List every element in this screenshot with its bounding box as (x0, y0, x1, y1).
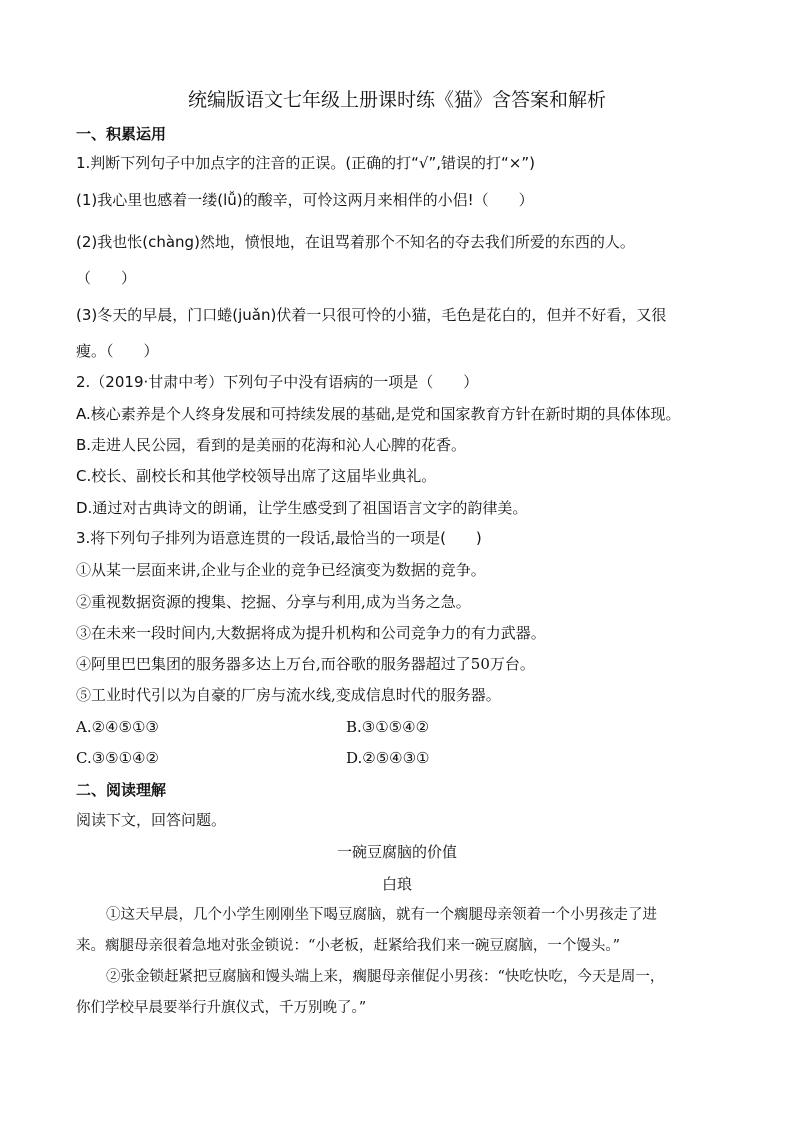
question-3-sentence-1: ①从某一层面来讲,企业与企业的竞争已经演变为数据的竞争。 (76, 561, 486, 579)
section-heading-reading: 二、阅读理解 (76, 781, 167, 799)
question-2-option-b: B.走进人民公园，看到的是美丽的花海和沁人心脾的花香。 (76, 436, 467, 454)
question-3-option-d: D.②⑤④③① (346, 749, 430, 767)
question-3-sentence-5: ⑤工业时代引以为自豪的厂房与流水线,变成信息时代的服务器。 (76, 686, 501, 704)
question-2-option-d: D.通过对古典诗文的朗诵，让学生感受到了祖国语言文字的韵律美。 (76, 499, 528, 517)
article-paragraph-1: ①这天早晨，几个小学生刚刚坐下喝豆腐脑，就有一个瘸腿母亲领着一个小男孩走了进 (106, 907, 657, 923)
question-3-sentence-4: ④阿里巴巴集团的服务器多达上万台,而谷歌的服务器超过了50万台。 (76, 655, 535, 673)
question-3-sentence-2: ②重视数据资源的搜集、挖掘、分享与利用,成为当务之急。 (76, 593, 471, 611)
question-1-item-1: (1)我心里也感着一缕(lǚ)的酸辛，可怜这两月来相伴的小侣!（ ） (76, 191, 534, 209)
question-3-option-c: C.③⑤①④② (76, 749, 159, 767)
question-3-sentence-3: ③在未来一段时间内,大数据将成为提升机构和公司竞争力的有力武器。 (76, 624, 546, 642)
question-2-stem: 2.（2019·甘肃中考）下列句子中没有语病的一项是（ ） (76, 373, 479, 391)
section-heading-accumulation: 一、积累运用 (76, 125, 167, 143)
question-1-item-3: (3)冬天的早晨，门口蜷(juǎn)伏着一只很可怜的小猫，毛色是花白的，但并不好看，又很 (76, 306, 667, 324)
article-paragraph-2-cont: 你们学校早晨要举行升旗仪式，千万别晚了。” (76, 1000, 367, 1016)
question-3-option-a: A.②④⑤①③ (76, 718, 159, 736)
question-2-option-c: C.校长、副校长和其他学校领导出席了这届毕业典礼。 (76, 467, 437, 485)
question-1-item-2: (2)我也怅(chàng)然地，愤恨地，在诅骂着那个不知名的夺去我们所爱的东西的人。 (76, 233, 635, 251)
question-1-stem: 1.判断下列句子中加点字的注音的正误。(正确的打“√”,错误的打“×”) (76, 154, 535, 172)
question-3-stem: 3.将下列句子排列为语意连贯的一段话,最恰当的一项是( ) (76, 529, 482, 547)
article-paragraph-1-cont: 来。瘸腿母亲很着急地对张金锁说：“小老板，赶紧给我们来一碗豆腐脑，一个馒头。” (76, 938, 621, 954)
question-1-item-2-blank: （ ） (76, 269, 137, 287)
question-3-option-b: B.③①⑤④② (346, 718, 430, 736)
reading-intro: 阅读下文，回答问题。 (76, 811, 227, 829)
article-title: 一碗豆腐脑的价值 (336, 843, 457, 861)
article-author: 白琅 (381, 875, 412, 893)
question-2-option-a: A.核心素养是个人终身发展和可持续发展的基础,是党和国家教育方针在新时期的具体体现。 (76, 405, 681, 423)
article-paragraph-2: ②张金锁赶紧把豆腐脑和馒头端上来，瘸腿母亲催促小男孩：“快吃快吃，今天是周一， (106, 969, 665, 985)
question-1-item-3-cont: 瘦。（ ） (76, 342, 159, 360)
document-title: 统编版语文七年级上册课时练《猫》含答案和解析 (187, 89, 606, 111)
